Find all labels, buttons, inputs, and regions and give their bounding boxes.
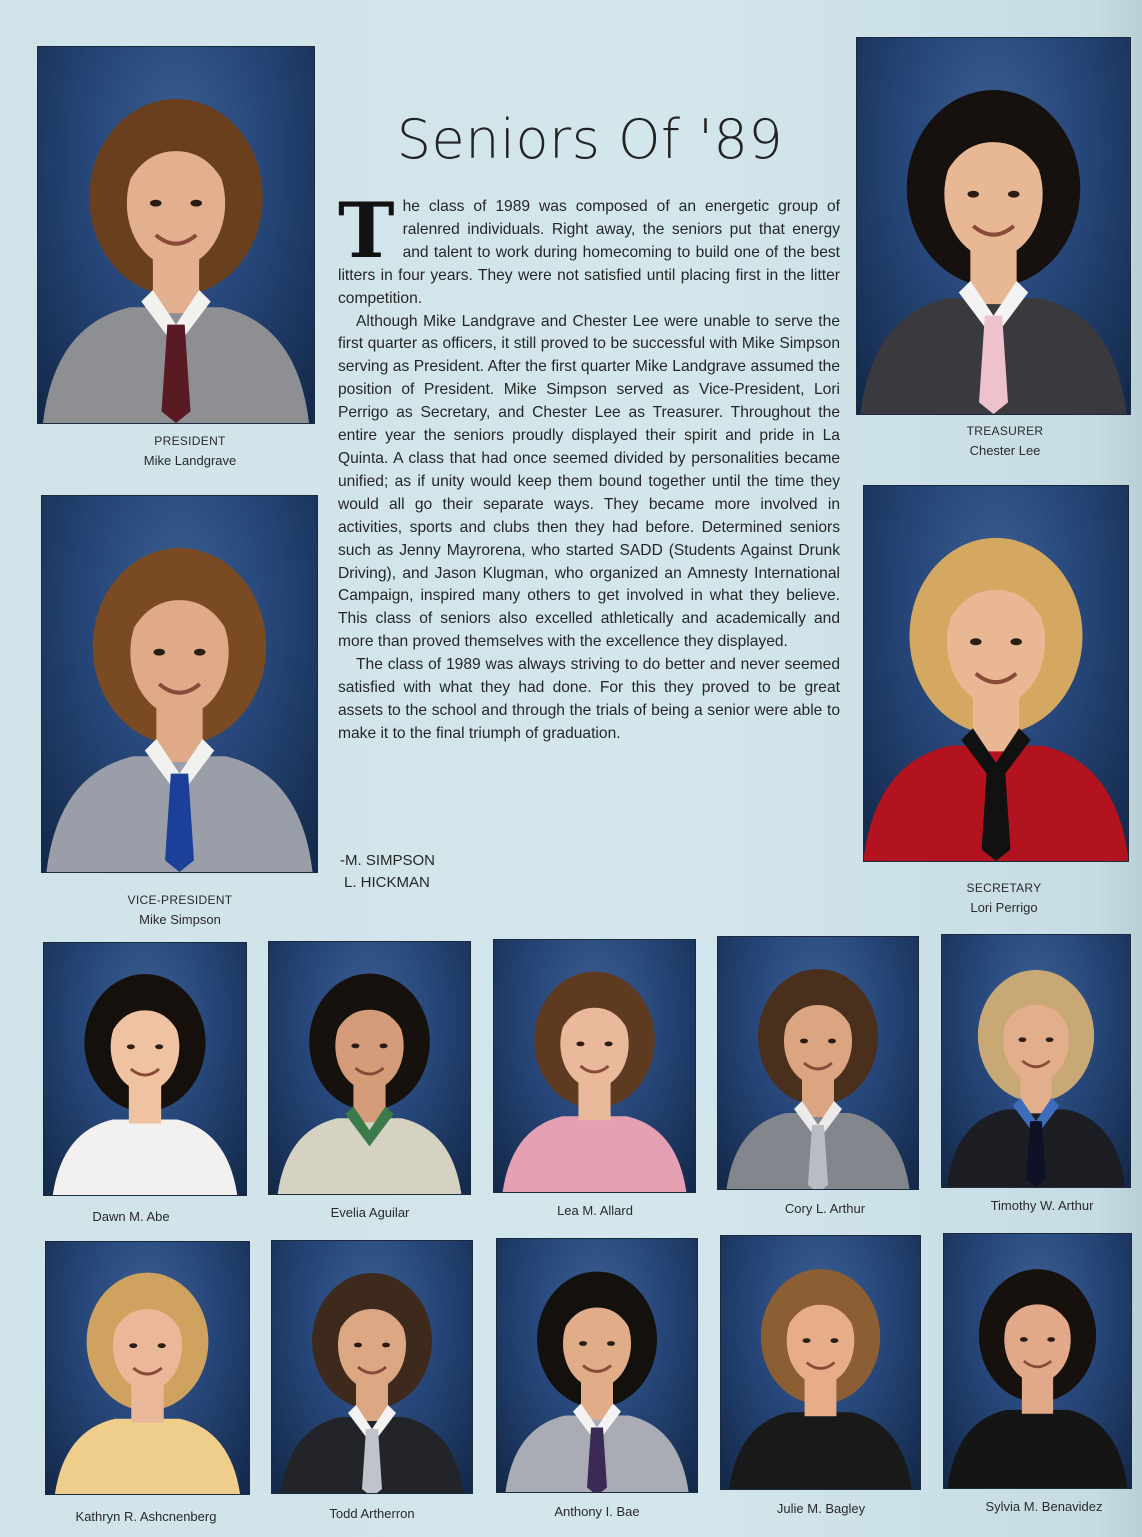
officer-portrait-president bbox=[38, 47, 314, 423]
officer-caption-secretary bbox=[894, 879, 1114, 917]
left-eye bbox=[576, 1041, 584, 1046]
senior-portrait bbox=[494, 940, 695, 1192]
clothing bbox=[54, 1419, 241, 1494]
right-eye bbox=[605, 1041, 613, 1046]
portrait-illustration bbox=[942, 935, 1130, 1187]
senior-caption: Evelia Aguilar bbox=[330, 1205, 410, 1220]
portrait-illustration bbox=[721, 1236, 920, 1489]
right-eye bbox=[1010, 638, 1022, 645]
left-eye bbox=[150, 200, 162, 207]
officer-name: Lori Perrigo bbox=[970, 900, 1038, 915]
senior-portrait bbox=[721, 1236, 920, 1489]
clothing bbox=[729, 1412, 912, 1489]
left-eye bbox=[970, 638, 982, 645]
officer-portrait-vice-president bbox=[42, 496, 317, 872]
right-eye bbox=[382, 1343, 390, 1348]
portrait-illustration bbox=[42, 496, 317, 872]
portrait-illustration bbox=[272, 1241, 472, 1493]
byline-author: -M. SIMPSON bbox=[340, 852, 436, 869]
left-eye bbox=[800, 1039, 808, 1044]
portrait-illustration bbox=[494, 940, 695, 1192]
officer-name: Mike Simpson bbox=[139, 912, 221, 927]
clothing bbox=[277, 1118, 462, 1194]
right-eye bbox=[1046, 1037, 1054, 1042]
senior-caption: Anthony I. Bae bbox=[554, 1504, 640, 1519]
senior-portrait bbox=[718, 937, 918, 1189]
officer-portrait-secretary bbox=[864, 486, 1128, 861]
senior-portrait bbox=[272, 1241, 472, 1493]
right-eye bbox=[607, 1341, 615, 1346]
portrait-illustration bbox=[864, 486, 1128, 861]
senior-caption: Todd Artherron bbox=[329, 1506, 415, 1521]
right-eye bbox=[1047, 1337, 1055, 1342]
right-eye bbox=[194, 649, 206, 656]
senior-caption: Lea M. Allard bbox=[557, 1203, 633, 1218]
senior-caption: Julie M. Bagley bbox=[776, 1501, 866, 1516]
officer-caption-vice-president bbox=[70, 891, 290, 929]
right-eye bbox=[190, 200, 202, 207]
officer-role: PRESIDENT bbox=[154, 434, 226, 448]
article-paragraph: Although Mike Landgrave and Chester Lee were unable to serve the first quarter as officers, it still proved to be successful with Mike Simpson serving as President. After the first quarter Mike Landgrave assumed the position of President. Mike Simpson served as Vice-President, Lori Perrigo as Secretary, and Chester Lee as Treasurer. Throughout the entire year the seniors proudly displayed their spirit and pride in La Quinta. A class that had once seemed divided by personalities became unified; as if unity would keep them bound together until the time they would all go their separate ways. They became more involved in activities, sports and clubs then they had before. Determined seniors such as Jenny Mayrorena, who started SADD (Students Against Drunk Driving), and Jason Klugman, who organized an Amnesty International Campaign, inspired many others to get involved in what they believe. This class of seniors also excelled athletically and academically and more than proved themselves with the excellence they displayed. bbox=[338, 312, 840, 651]
officer-caption-treasurer bbox=[895, 422, 1115, 460]
left-eye bbox=[351, 1043, 359, 1048]
portrait-illustration bbox=[718, 937, 918, 1189]
page-title: Seniors Of '89 bbox=[396, 108, 784, 171]
senior-portrait bbox=[269, 942, 470, 1194]
senior-caption: Dawn M. Abe bbox=[92, 1209, 170, 1224]
portrait-illustration bbox=[46, 1242, 249, 1494]
left-eye bbox=[967, 191, 979, 198]
portrait-illustration bbox=[38, 47, 314, 423]
senior-portrait bbox=[944, 1234, 1131, 1488]
right-eye bbox=[830, 1338, 838, 1343]
clothing bbox=[502, 1116, 687, 1192]
officer-role: TREASURER bbox=[966, 424, 1044, 438]
senior-portrait bbox=[46, 1242, 249, 1494]
officer-name: Chester Lee bbox=[969, 443, 1041, 458]
officer-name: Mike Landgrave bbox=[143, 453, 237, 468]
right-eye bbox=[828, 1039, 836, 1044]
senior-portrait bbox=[942, 935, 1130, 1187]
senior-caption: Kathryn R. Ashcnenberg bbox=[75, 1509, 217, 1524]
left-eye bbox=[1020, 1337, 1028, 1342]
senior-caption: Sylvia M. Benavidez bbox=[985, 1499, 1103, 1514]
portrait-illustration bbox=[269, 942, 470, 1194]
officer-portrait-treasurer bbox=[857, 38, 1130, 414]
article-paragraph: The class of 1989 was always striving to do better and never seemed satisfied with what they had done. For this they proved to be great assets to the school and through the trials of being a senior were able to make it to the final triumph of graduation. bbox=[338, 656, 840, 742]
senior-caption: Timothy W. Arthur bbox=[990, 1198, 1094, 1213]
officer-role: VICE-PRESIDENT bbox=[127, 893, 233, 907]
senior-portrait bbox=[497, 1239, 697, 1492]
left-eye bbox=[354, 1343, 362, 1348]
article-paragraph-text: he class of 1989 was composed of an energetic group of ralenred individuals. Right away, the seniors put that energy and talent to work during homecoming to build one of the best litters in four years. They were not satisfied until placing first in the litter competition. bbox=[338, 198, 840, 307]
left-eye bbox=[129, 1343, 137, 1348]
portrait-illustration bbox=[44, 943, 246, 1195]
left-eye bbox=[1019, 1037, 1027, 1042]
right-eye bbox=[380, 1043, 388, 1048]
article-body bbox=[338, 186, 840, 746]
drop-cap: T bbox=[338, 186, 395, 275]
left-eye bbox=[153, 649, 165, 656]
byline-author: L. HICKMAN bbox=[344, 874, 430, 891]
senior-portrait bbox=[44, 943, 246, 1195]
right-eye bbox=[1008, 191, 1020, 198]
left-eye bbox=[127, 1044, 135, 1049]
article-byline bbox=[340, 850, 435, 894]
clothing bbox=[52, 1120, 238, 1196]
right-eye bbox=[155, 1044, 163, 1049]
left-eye bbox=[579, 1341, 587, 1346]
officer-caption-president bbox=[80, 432, 300, 470]
clothing bbox=[948, 1410, 1128, 1488]
senior-caption: Cory L. Arthur bbox=[784, 1201, 866, 1216]
left-eye bbox=[803, 1338, 811, 1343]
portrait-illustration bbox=[497, 1239, 697, 1492]
right-eye bbox=[158, 1343, 166, 1348]
officer-role: SECRETARY bbox=[966, 881, 1042, 895]
portrait-illustration bbox=[944, 1234, 1131, 1488]
portrait-illustration bbox=[857, 38, 1130, 414]
article-paragraph bbox=[338, 186, 840, 311]
